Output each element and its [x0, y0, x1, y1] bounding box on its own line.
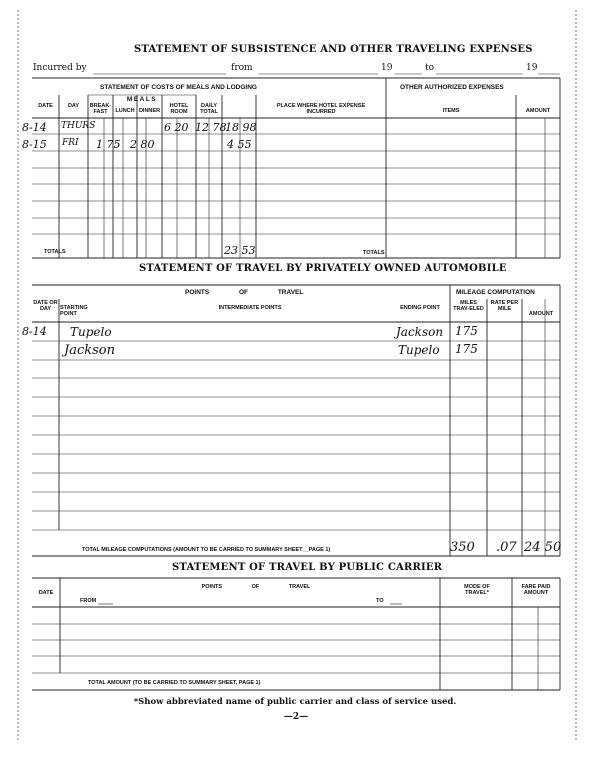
auto-start: Jackson [64, 343, 115, 358]
meal-daily: 4 55 [227, 138, 252, 151]
auto-col-amount: AMOUNT [528, 311, 554, 317]
col-breakfast: BREAK-FAST [89, 103, 112, 115]
auto-ending: Jackson [396, 325, 444, 339]
year1-label: 19 [381, 63, 393, 73]
carrier-col-mode: MODE OF TRAVEL* [464, 584, 490, 596]
meals-totals-label: TOTALS [44, 249, 66, 255]
meal-date: 8-15 [22, 138, 47, 151]
meal-day: THURS [61, 121, 96, 131]
auto-title: STATEMENT OF TRAVEL BY PRIVATELY OWNED AUTOMOBILE [139, 263, 507, 274]
meals-total-daily: 23 53 [224, 244, 256, 257]
carrier-total-label: TOTAL AMOUNT (TO BE CARRIED TO SUMMARY SHEET, PAGE 1) [88, 680, 261, 686]
meal-date: 8-14 [22, 121, 47, 134]
incurred-by-label: Incurred by [33, 63, 87, 73]
meals-label: MEALS [126, 96, 158, 103]
carrier-to-label: TO [376, 598, 384, 604]
auto-total-label: TOTAL MILEAGE COMPUTATIONS (AMOUNT TO BE CARRIED TO SUMMARY SHEET__PAGE 1) [82, 547, 331, 553]
carrier-col-fare: FARE PAID AMOUNT [521, 584, 551, 596]
auto-start: Tupelo [70, 325, 112, 339]
meal-hotel: 12 78 [195, 121, 227, 134]
col-amount: AMOUNT [525, 108, 551, 114]
meal-lunch: 2 80 [130, 138, 155, 151]
page-number: —2— [283, 712, 309, 722]
subsistence-title: STATEMENT OF SUBSISTENCE AND OTHER TRAVELING EXPENSES [134, 44, 533, 55]
auto-col-miles: MILES TRAV-ELED [453, 300, 484, 312]
auto-col-intermediate: INTERMEDIATE POINTS [218, 305, 282, 311]
col-hotel: HOTEL ROOM [169, 103, 189, 115]
footnote: *Show abbreviated name of public carrier and class of service used. [133, 697, 457, 707]
auto-points-of-travel: POINTS OF TRAVEL [185, 289, 304, 296]
from-label: from [231, 63, 253, 73]
auto-total-amount: 24 50 [524, 540, 562, 555]
col-place: PLACE WHERE HOTEL EXPENSE INCURRED [276, 103, 366, 115]
carrier-points-of-travel: POINTS OF TRAVEL [201, 584, 311, 590]
auto-ending: Tupelo [398, 343, 440, 357]
other-totals-label: TOTALS [363, 250, 385, 256]
auto-miles: 175 [455, 324, 478, 338]
col-day: DAY [67, 103, 80, 109]
auto-miles: 175 [455, 342, 478, 356]
carrier-col-date: DATE [38, 590, 54, 596]
auto-total-rate: .07 [496, 540, 517, 555]
to-label: to [425, 63, 435, 73]
col-lunch: LUNCH [115, 108, 135, 114]
col-date: DATE [38, 103, 53, 109]
year2-label: 19 [526, 63, 538, 73]
col-daily-total: DAILY TOTAL [200, 103, 218, 115]
auto-col-date: DATE OR DAY [33, 300, 58, 312]
auto-col-ending: ENDING POINT [400, 305, 440, 311]
meal-daily: 18 98 [225, 121, 257, 134]
auto-col-rate: RATE PER MILE [490, 300, 519, 312]
col-items: ITEMS [442, 108, 460, 114]
meals-section-header: STATEMENT OF COSTS OF MEALS AND LODGING [100, 84, 257, 91]
meal-day: FRI [62, 138, 79, 148]
meal-dinner: 6 20 [164, 121, 189, 134]
carrier-title: STATEMENT OF TRAVEL BY PUBLIC CARRIER [172, 562, 443, 573]
auto-date: 8-14 [22, 325, 47, 338]
auto-col-start: STARTING POINT [60, 305, 88, 317]
col-dinner: DINNER [138, 108, 161, 114]
mileage-computation-header: MILEAGE COMPUTATION [456, 289, 535, 296]
meal-breakfast: 1 75 [96, 138, 121, 151]
carrier-from-label: FROM [80, 598, 97, 604]
other-expenses-header: OTHER AUTHORIZED EXPENSES [400, 84, 504, 91]
auto-total-miles: 350 [450, 540, 475, 555]
